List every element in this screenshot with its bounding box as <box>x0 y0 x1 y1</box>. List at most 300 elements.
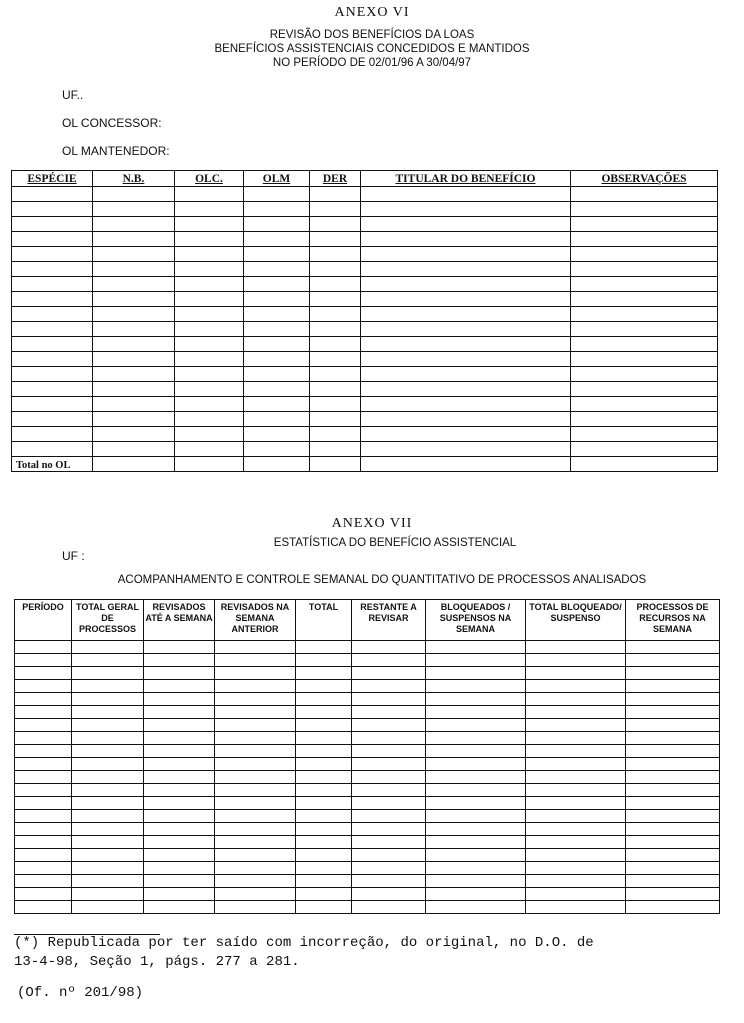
table-cell <box>526 719 626 732</box>
total-no-ol-label: Total no OL <box>12 457 93 472</box>
table-cell <box>352 849 426 862</box>
table-cell <box>175 277 244 292</box>
table-cell <box>175 322 244 337</box>
table-cell <box>244 427 310 442</box>
table-cell <box>175 232 244 247</box>
table-cell <box>215 745 296 758</box>
table-cell <box>144 745 215 758</box>
table-cell <box>144 797 215 810</box>
table-cell <box>93 367 175 382</box>
col-header-recursos: PROCESSOS DE RECURSOS NA SEMANA <box>626 600 720 641</box>
table-cell <box>296 797 352 810</box>
table-cell <box>526 771 626 784</box>
table-cell <box>93 292 175 307</box>
table-cell <box>426 901 526 914</box>
table-cell <box>352 901 426 914</box>
table-cell <box>72 862 144 875</box>
table-cell <box>626 680 720 693</box>
table-cell <box>426 654 526 667</box>
table-cell <box>310 187 361 202</box>
table-cell <box>72 732 144 745</box>
table-row <box>15 732 720 745</box>
table-cell <box>72 823 144 836</box>
table-cell <box>144 836 215 849</box>
table-cell <box>361 382 571 397</box>
table-cell <box>571 307 718 322</box>
table-cell <box>12 232 93 247</box>
col-header-bloqueados: BLOQUEADOS / SUSPENSOS NA SEMANA <box>426 600 526 641</box>
table-row <box>12 217 718 232</box>
table-cell <box>72 888 144 901</box>
table-cell <box>352 862 426 875</box>
table-cell <box>215 732 296 745</box>
table-row <box>12 382 718 397</box>
table-cell <box>215 888 296 901</box>
table-cell <box>310 367 361 382</box>
table-cell <box>93 337 175 352</box>
table-cell <box>626 758 720 771</box>
table-cell <box>571 397 718 412</box>
col-header-der: DER <box>310 171 361 187</box>
table-cell <box>144 693 215 706</box>
table-row <box>12 322 718 337</box>
table-cell <box>526 862 626 875</box>
table-cell <box>626 641 720 654</box>
table-cell <box>361 202 571 217</box>
table-cell <box>15 862 72 875</box>
table-cell <box>426 810 526 823</box>
col-header-observacoes: OBSERVAÇÕES <box>571 171 718 187</box>
table-cell <box>426 836 526 849</box>
anexo-vii-uf-label: UF : <box>62 549 85 563</box>
table-cell <box>526 680 626 693</box>
table-cell <box>144 706 215 719</box>
table-cell <box>526 732 626 745</box>
table-cell <box>571 232 718 247</box>
table-cell <box>72 654 144 667</box>
table-cell <box>310 427 361 442</box>
table-cell <box>93 442 175 457</box>
table-cell <box>215 680 296 693</box>
table-cell <box>571 187 718 202</box>
table-cell <box>144 732 215 745</box>
table-cell <box>296 901 352 914</box>
table-row <box>12 202 718 217</box>
table-row <box>12 187 718 202</box>
table-cell <box>144 680 215 693</box>
anexo-vii-subtitle: ESTATÍSTICA DO BENEFÍCIO ASSISTENCIAL <box>273 537 517 549</box>
table-cell <box>244 232 310 247</box>
table-row <box>12 292 718 307</box>
table-cell <box>12 367 93 382</box>
table-cell <box>244 292 310 307</box>
table-cell <box>12 277 93 292</box>
table-cell <box>526 797 626 810</box>
table-cell <box>175 262 244 277</box>
table-cell <box>296 810 352 823</box>
table-row <box>15 888 720 901</box>
table-row <box>12 442 718 457</box>
table-cell <box>93 232 175 247</box>
table-cell <box>426 771 526 784</box>
table-cell <box>244 262 310 277</box>
table-cell <box>244 307 310 322</box>
table-cell <box>244 412 310 427</box>
table-cell <box>215 862 296 875</box>
table-row <box>12 427 718 442</box>
table-row <box>15 771 720 784</box>
ol-mantenedor-label: OL MANTENEDOR: <box>62 144 170 158</box>
table-cell <box>296 836 352 849</box>
table-cell <box>426 888 526 901</box>
table-cell <box>72 680 144 693</box>
table-cell <box>626 745 720 758</box>
footnote-line-1: (*) Republicada por ter saído com incorreção, do original, no D.O. de <box>14 935 594 951</box>
table-cell <box>361 442 571 457</box>
table-cell <box>244 442 310 457</box>
table-cell <box>310 337 361 352</box>
table-cell <box>15 693 72 706</box>
table-cell <box>296 862 352 875</box>
table-cell <box>310 397 361 412</box>
table-cell <box>144 641 215 654</box>
table-cell <box>571 352 718 367</box>
table-cell <box>72 706 144 719</box>
table-cell <box>296 667 352 680</box>
table-cell <box>15 797 72 810</box>
table-cell <box>12 337 93 352</box>
table-cell <box>626 732 720 745</box>
table-cell <box>244 202 310 217</box>
table-cell <box>15 849 72 862</box>
table-row <box>15 758 720 771</box>
table-cell <box>310 307 361 322</box>
table-cell <box>244 217 310 232</box>
col-header-total-geral: TOTAL GERAL DE PROCESSOS <box>72 600 144 641</box>
table-cell <box>526 758 626 771</box>
table-cell <box>244 367 310 382</box>
table-cell <box>12 427 93 442</box>
table-cell <box>175 382 244 397</box>
table-cell <box>15 719 72 732</box>
table-cell <box>626 836 720 849</box>
table-cell <box>352 732 426 745</box>
table-row <box>12 247 718 262</box>
table-cell <box>310 247 361 262</box>
table-cell <box>626 901 720 914</box>
table-row <box>15 849 720 862</box>
table-cell <box>15 641 72 654</box>
table-cell <box>526 641 626 654</box>
table-cell <box>571 262 718 277</box>
table-cell <box>72 797 144 810</box>
table-cell <box>626 706 720 719</box>
table-row <box>15 706 720 719</box>
table-cell <box>352 823 426 836</box>
table-row <box>12 232 718 247</box>
table-row <box>15 797 720 810</box>
table-cell <box>296 641 352 654</box>
table-cell <box>310 232 361 247</box>
table-cell <box>175 337 244 352</box>
table-cell <box>296 823 352 836</box>
table-cell <box>426 667 526 680</box>
table-cell <box>310 217 361 232</box>
table-row <box>12 307 718 322</box>
table-cell <box>72 810 144 823</box>
table-cell <box>296 654 352 667</box>
table-cell <box>626 784 720 797</box>
table-cell <box>144 784 215 797</box>
table-cell <box>526 706 626 719</box>
table-cell <box>12 247 93 262</box>
table-cell <box>144 719 215 732</box>
col-header-total: TOTAL <box>296 600 352 641</box>
table-row <box>12 262 718 277</box>
table-cell <box>352 693 426 706</box>
table-cell <box>626 849 720 862</box>
table-cell <box>426 849 526 862</box>
table-cell <box>215 758 296 771</box>
col-header-titular: TITULAR DO BENEFÍCIO <box>361 171 571 187</box>
table-cell <box>571 217 718 232</box>
table-cell <box>296 849 352 862</box>
table-cell <box>93 427 175 442</box>
table-row <box>15 680 720 693</box>
table-cell <box>526 849 626 862</box>
table-cell <box>72 771 144 784</box>
anexo-vi-subtitle-3: NO PERÍODO DE 02/01/96 A 30/04/97 <box>272 57 472 69</box>
table-cell <box>175 217 244 232</box>
table-cell <box>93 247 175 262</box>
col-header-especie: ESPÉCIE <box>12 171 93 187</box>
table-cell <box>296 784 352 797</box>
table-cell <box>15 901 72 914</box>
table-cell <box>571 202 718 217</box>
table-cell <box>571 427 718 442</box>
table-row <box>15 836 720 849</box>
col-header-revisados-ate: REVISADOS ATÉ A SEMANA <box>144 600 215 641</box>
table-cell <box>215 654 296 667</box>
table-cell <box>526 888 626 901</box>
table-cell <box>426 797 526 810</box>
table-cell <box>626 862 720 875</box>
table-cell <box>526 810 626 823</box>
table-cell <box>175 397 244 412</box>
table-cell <box>361 262 571 277</box>
table-cell <box>215 823 296 836</box>
table-cell <box>626 667 720 680</box>
table-cell <box>310 457 361 472</box>
table-cell <box>352 888 426 901</box>
table-cell <box>352 706 426 719</box>
table-cell <box>72 693 144 706</box>
table-cell <box>93 262 175 277</box>
table-cell <box>244 382 310 397</box>
table-cell <box>626 693 720 706</box>
table-row <box>15 784 720 797</box>
table-cell <box>426 758 526 771</box>
anexo-vi-table-body <box>12 187 718 472</box>
table-cell <box>175 352 244 367</box>
table-cell <box>215 693 296 706</box>
table-cell <box>175 427 244 442</box>
anexo-vii-subtitle-2: ACOMPANHAMENTO E CONTROLE SEMANAL DO QUANTITATIVO DE PROCESSOS ANALISADOS <box>117 574 647 586</box>
table-cell <box>144 875 215 888</box>
table-cell <box>15 771 72 784</box>
table-cell <box>571 292 718 307</box>
table-cell <box>144 810 215 823</box>
table-cell <box>215 810 296 823</box>
table-cell <box>12 187 93 202</box>
table-cell <box>361 277 571 292</box>
table-cell <box>15 784 72 797</box>
table-cell <box>244 322 310 337</box>
table-cell <box>12 382 93 397</box>
table-cell <box>310 262 361 277</box>
table-cell <box>15 875 72 888</box>
table-cell <box>426 693 526 706</box>
table-cell <box>352 836 426 849</box>
anexo-vi-subtitle-1: REVISÃO DOS BENEFÍCIOS DA LOAS <box>269 29 475 41</box>
table-cell <box>361 352 571 367</box>
table-cell <box>571 367 718 382</box>
table-cell <box>352 719 426 732</box>
table-cell <box>361 412 571 427</box>
table-row <box>15 875 720 888</box>
table-row <box>15 901 720 914</box>
table-cell <box>310 277 361 292</box>
table-cell <box>526 875 626 888</box>
col-header-restante: RESTANTE A REVISAR <box>352 600 426 641</box>
anexo-vii-table-body <box>15 641 720 914</box>
table-cell <box>426 862 526 875</box>
table-cell <box>426 732 526 745</box>
table-cell <box>215 901 296 914</box>
table-cell <box>215 797 296 810</box>
table-cell <box>72 641 144 654</box>
anexo-vi-table <box>11 170 718 472</box>
table-cell <box>626 654 720 667</box>
table-row <box>15 641 720 654</box>
table-cell <box>12 352 93 367</box>
col-header-revisados-anterior: REVISADOS NA SEMANA ANTERIOR <box>215 600 296 641</box>
table-cell <box>526 901 626 914</box>
table-cell <box>352 654 426 667</box>
table-cell <box>571 457 718 472</box>
table-cell <box>426 784 526 797</box>
table-cell <box>310 412 361 427</box>
table-cell <box>296 732 352 745</box>
table-cell <box>215 771 296 784</box>
table-cell <box>72 667 144 680</box>
table-cell <box>15 810 72 823</box>
table-cell <box>426 719 526 732</box>
table-cell <box>175 457 244 472</box>
table-cell <box>175 292 244 307</box>
table-cell <box>72 875 144 888</box>
anexo-vi-subtitle-2: BENEFÍCIOS ASSISTENCIAIS CONCEDIDOS E MANTIDOS <box>214 43 530 55</box>
table-cell <box>626 823 720 836</box>
table-cell <box>215 836 296 849</box>
table-cell <box>310 292 361 307</box>
table-cell <box>175 442 244 457</box>
table-cell <box>12 262 93 277</box>
table-cell <box>296 693 352 706</box>
table-cell <box>361 232 571 247</box>
table-cell <box>571 337 718 352</box>
table-cell <box>15 654 72 667</box>
table-cell <box>361 307 571 322</box>
table-cell <box>93 322 175 337</box>
table-cell <box>215 641 296 654</box>
table-cell <box>144 901 215 914</box>
col-header-periodo: PERÍODO <box>15 600 72 641</box>
table-cell <box>361 292 571 307</box>
table-cell <box>144 849 215 862</box>
table-cell <box>175 307 244 322</box>
table-cell <box>144 758 215 771</box>
table-cell <box>72 784 144 797</box>
table-cell <box>93 382 175 397</box>
table-row <box>15 719 720 732</box>
table-cell <box>15 758 72 771</box>
table-cell <box>352 784 426 797</box>
table-cell <box>626 810 720 823</box>
table-cell <box>310 382 361 397</box>
uf-field-label: UF.. <box>62 88 84 102</box>
table-cell <box>12 217 93 232</box>
table-cell <box>296 719 352 732</box>
table-row <box>15 810 720 823</box>
table-cell <box>352 875 426 888</box>
table-row <box>12 277 718 292</box>
table-cell <box>626 875 720 888</box>
table-cell <box>93 352 175 367</box>
table-cell <box>352 680 426 693</box>
table-cell <box>15 667 72 680</box>
table-cell <box>526 836 626 849</box>
table-cell <box>215 784 296 797</box>
table-cell <box>12 292 93 307</box>
table-cell <box>352 758 426 771</box>
table-cell <box>144 771 215 784</box>
table-cell <box>626 771 720 784</box>
table-cell <box>93 217 175 232</box>
table-row <box>12 367 718 382</box>
table-cell <box>361 217 571 232</box>
table-cell <box>361 337 571 352</box>
table-cell <box>426 745 526 758</box>
table-cell <box>72 849 144 862</box>
table-cell <box>526 693 626 706</box>
footnote <box>14 934 742 972</box>
table-cell <box>426 706 526 719</box>
table-cell <box>244 187 310 202</box>
table-cell <box>526 654 626 667</box>
table-cell <box>215 875 296 888</box>
table-cell <box>296 758 352 771</box>
table-cell <box>244 457 310 472</box>
table-cell <box>352 745 426 758</box>
table-row <box>12 337 718 352</box>
table-cell <box>93 277 175 292</box>
table-row <box>15 693 720 706</box>
table-cell <box>175 187 244 202</box>
table-row <box>15 823 720 836</box>
table-cell <box>215 849 296 862</box>
table-cell <box>72 719 144 732</box>
